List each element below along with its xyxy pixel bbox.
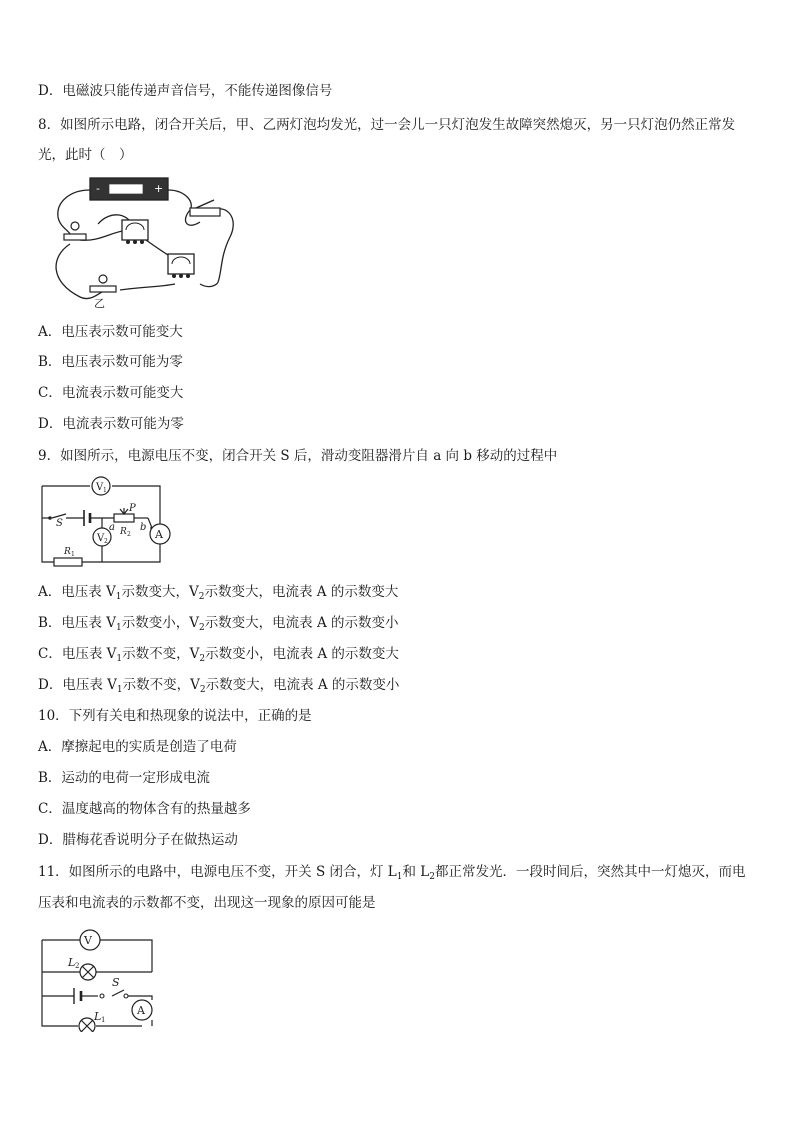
q9-circuit-figure <box>36 476 176 568</box>
q9-option-c: C．电压表 $V_1$示数不变，$V_2$示数变小，电流表 A 的示数变大 <box>38 646 399 664</box>
v2-sub: 2 <box>104 538 108 545</box>
lamp-jia <box>71 222 79 230</box>
q10-option-a: A．摩擦起电的实质是创造了电荷 <box>38 739 237 755</box>
q8-option-a: A．电压表示数可能变大 <box>38 324 183 340</box>
q8-circuit-figure <box>50 172 240 310</box>
lamp-yi-label: 乙 <box>94 297 105 310</box>
v2-label: V <box>97 533 105 544</box>
q8-stem-line2: 光，此时（ ） <box>38 147 133 163</box>
q9-option-b: B．电压表 $V_1$示数变小，$V_2$示数变大，电流表 A 的示数变小 <box>38 615 399 633</box>
rheostat-b-label: b <box>140 522 147 533</box>
q11-stem-line2: 压表和电流表的示数都不变，出现这一现象的原因可能是 <box>38 895 376 911</box>
ammeter-label: A <box>155 528 163 541</box>
q9-stem: 9．如图所示，电源电压不变，闭合开关 S 后，滑动变阻器滑片自 a 向 b 移动的过程中 <box>38 448 558 464</box>
l2-sub: 2 <box>75 962 80 970</box>
l2-label: L <box>68 956 76 969</box>
q10-option-b: B．运动的电荷一定形成电流 <box>38 770 210 786</box>
r2-sub: 2 <box>127 531 131 538</box>
q9-option-a: A．电压表 $V_1$示数变大，$V_2$示数变大，电流表 A 的示数变大 <box>38 584 399 602</box>
resistor-r1 <box>54 558 82 566</box>
lamp-l1 <box>79 1018 95 1032</box>
q7-option-d: D．电磁波只能传递声音信号，不能传递图像信号 <box>38 83 333 99</box>
v1-sub: 1 <box>103 487 107 494</box>
lamp-yi <box>99 275 107 283</box>
q9-option-d: D．电压表 $V_1$示数不变，$V_2$示数变大，电流表 A 的示数变小 <box>38 677 400 695</box>
q11-stem-line1: 11．如图所示的电路中，电源电压不变，开关 S 闭合，灯 $L_1$和 $L_2$都正常发光．一段时间后，突然其中一灯熄灭，而电 <box>38 864 746 882</box>
switch-s <box>100 994 104 998</box>
battery-minus-label: - <box>96 182 100 195</box>
switch <box>190 208 220 216</box>
a-label: A <box>137 1004 145 1017</box>
q11-circuit-figure <box>38 928 158 1032</box>
r1-label: R <box>64 547 71 557</box>
lamp-jia-holder <box>64 234 86 240</box>
q10-option-c: C．温度越高的物体含有的热量越多 <box>38 801 251 817</box>
switch-label: S <box>56 518 63 529</box>
v-label: V <box>84 934 92 947</box>
s-label: S <box>112 976 120 989</box>
slider-p-label: P <box>129 503 136 514</box>
lamp-l2 <box>80 964 96 980</box>
q8-option-d: D．电流表示数可能为零 <box>38 416 184 432</box>
r1-sub: 1 <box>71 551 75 558</box>
q10-stem: 10．下列有关电和热现象的说法中，正确的是 <box>38 708 312 724</box>
q10-option-d: D．腊梅花香说明分子在做热运动 <box>38 832 238 848</box>
q8-option-b: B．电压表示数可能为零 <box>38 354 183 370</box>
v1-label: V <box>96 482 104 493</box>
l1-label: L <box>94 1010 102 1023</box>
battery-plus-label: + <box>154 182 164 195</box>
switch-s <box>48 516 52 520</box>
rheostat-a-label: a <box>109 522 115 533</box>
r2-label: R <box>120 527 127 537</box>
l1-sub: 1 <box>101 1016 106 1024</box>
lamp-yi-holder <box>90 286 116 292</box>
q8-stem-line1: 8．如图所示电路，闭合开关后，甲、乙两灯泡均发光，过一会儿一只灯泡发生故障突然熄灭，另一只灯泡仍然正常发 <box>38 117 736 133</box>
q8-option-c: C．电流表示数可能变大 <box>38 385 184 401</box>
